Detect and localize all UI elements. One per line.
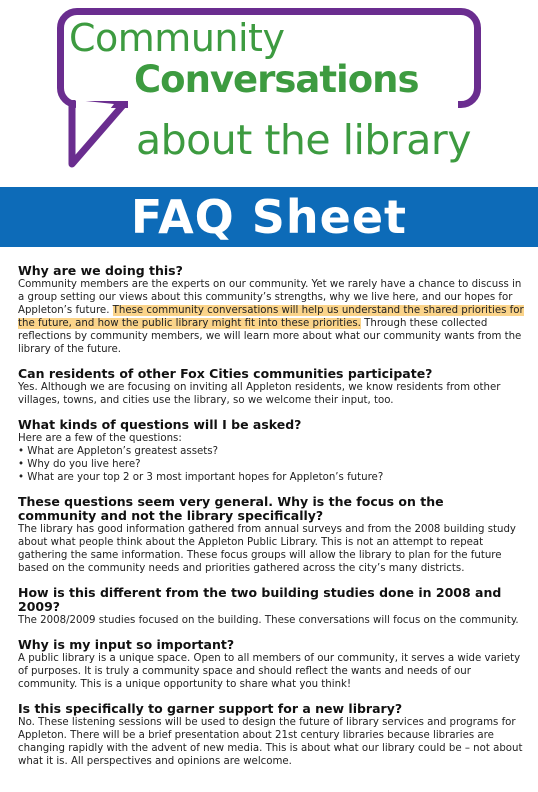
faq-section-building-studies (18, 586, 524, 627)
page-title: FAQ Sheet (130, 190, 408, 244)
speech-bubble-tail (68, 100, 128, 170)
answer-text: Through these collected reflections by community members, we will learn more about what our community wants from the library of the future. (18, 318, 522, 355)
answer-text: Community members are the experts on our community. Yet we rarely have a chance to discuss in a group setting our views about this community’s strengths, why we live here, and our hopes for Appleton’s future. (18, 279, 522, 316)
faq-question: Why is my input so important? (18, 637, 235, 652)
faq-answer: The library has good information gathered from annual surveys and from the 2008 building study about what people think about the Appleton Public Library. This is not an attempt to repeat gathering the same information. These focus groups will allow the library to plan for the future based on the community needs and priorities gathered across the city’s many districts. (18, 524, 516, 574)
faq-answer: A public library is a unique space. Open to all members of our community, it serves a wide variety of purposes. It is truly a community space and should reflect the wants and needs of our community. This is a unique opportunity to share what you think! (18, 653, 521, 690)
faq-question: What kinds of questions will I be asked? (18, 417, 302, 432)
faq-answer (18, 278, 524, 356)
question-list (18, 445, 524, 484)
logo-line-conversations: Conversations (134, 58, 419, 101)
faq-answer: Yes. Although we are focusing on inviting all Appleton residents, we know residents from other villages, towns, and cities use the library, so we welcome their input, too. (18, 382, 501, 406)
faq-section-new-library (18, 702, 524, 768)
logo-line-community: Community (69, 16, 285, 60)
faq-answer: No. These listening sessions will be used to design the future of library services and programs for Appleton. There will be a brief presentation about 21st century libraries because libraries are changing rapidly with the advent of new media. This is about what our library could be – not about what it is. All perspectives and opinions are welcome. (18, 717, 523, 767)
faq-banner (0, 187, 538, 247)
faq-question: These questions seem very general. Why is the focus on the community and not the library specifically? (18, 494, 444, 523)
faq-section-focus (18, 495, 524, 575)
faq-section-input (18, 638, 524, 691)
faq-question: Why are we doing this? (18, 263, 183, 278)
logo-line-about-library: about the library (136, 116, 472, 164)
faq-section-questions (18, 418, 524, 484)
faq-section-why (18, 264, 524, 356)
list-item: • What are your top 2 or 3 most important hopes for Appleton’s future? (18, 472, 384, 483)
faq-question: Can residents of other Fox Cities communities participate? (18, 366, 433, 381)
list-item: • What are Appleton’s greatest assets? (18, 446, 219, 457)
faq-content (18, 264, 524, 779)
faq-question: How is this different from the two building studies done in 2008 and 2009? (18, 585, 502, 614)
faq-question: Is this specifically to garner support for a new library? (18, 701, 403, 716)
faq-answer: The 2008/2009 studies focused on the building. These conversations will focus on the community. (18, 615, 519, 626)
list-item: • Why do you live here? (18, 459, 141, 470)
faq-answer-intro: Here are a few of the questions: (18, 433, 182, 444)
highlighted-text: These community conversations will help us understand the shared priorities for the future, and how the public library might fit into these priorities. (18, 305, 524, 329)
faq-section-residents (18, 367, 524, 407)
